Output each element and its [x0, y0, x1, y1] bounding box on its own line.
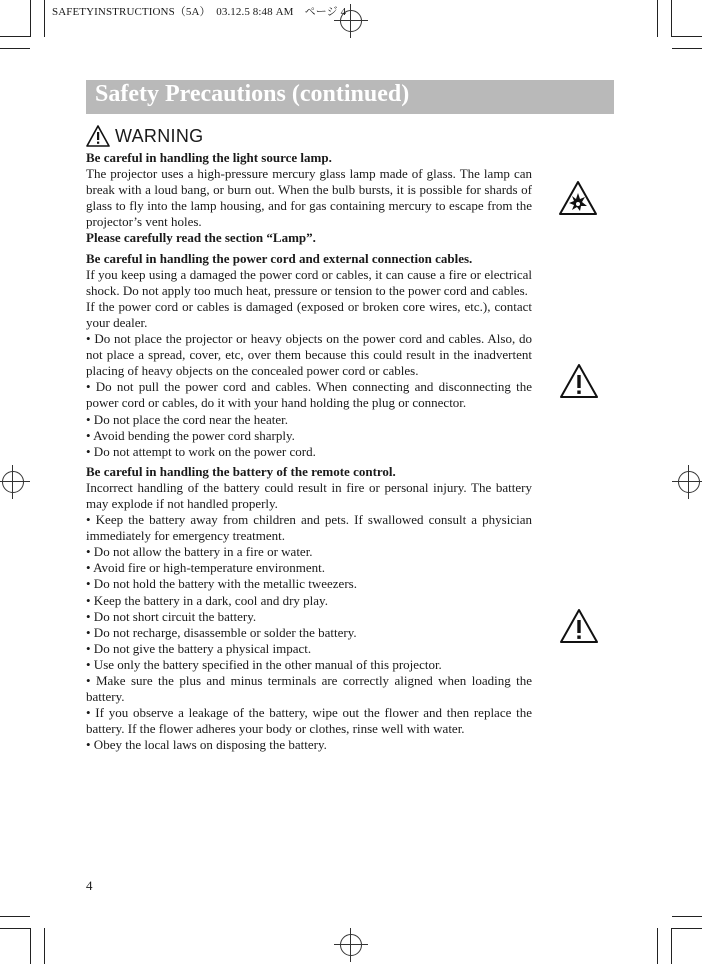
bullet-item: • Do not pull the power cord and cables. When connecting and disconnecting the power cord or cables, do it with your hand holding the plug or connector. [86, 379, 532, 411]
page-number: 4 [86, 878, 93, 893]
crop-mark [672, 48, 702, 49]
bullet-item: • Make sure the plus and minus terminals are correctly aligned when loading the battery. [86, 673, 532, 705]
page-title: Safety Precautions (continued) [95, 81, 410, 107]
caution-triangle-icon [559, 608, 599, 644]
warning-label: WARNING [115, 125, 204, 146]
registration-mark-icon [334, 928, 368, 962]
crop-mark [657, 928, 658, 964]
bullet-item: • Avoid fire or high-temperature environment. [86, 560, 325, 576]
bullet-item: • Do not give the battery a physical impact. [86, 640, 312, 656]
warning-heading [86, 124, 203, 148]
print-header: SAFETYINSTRUCTIONS（5A） 03.12.5 8:48 AM ページ 4 [52, 6, 347, 18]
page-title-bar [86, 80, 614, 114]
crop-mark [672, 36, 702, 37]
paragraph: Incorrect handling of the battery could result in fire or personal injury. The battery may explode if not handled properly. [86, 479, 532, 511]
crop-mark [0, 36, 30, 37]
bullet-item: • Do not attempt to work on the power cord. [86, 443, 316, 459]
bullet-item: • Do not hold the battery with the metallic tweezers. [86, 576, 357, 592]
explosion-triangle-icon [558, 180, 598, 216]
section-heading: Be careful in handling the power cord and external connection cables. [86, 250, 473, 266]
crop-mark [30, 0, 31, 37]
crop-mark [672, 916, 702, 917]
registration-mark-icon [672, 465, 702, 499]
crop-mark [44, 928, 45, 964]
section-note: Please carefully read the section “Lamp”. [86, 230, 316, 246]
section-heading: Be careful in handling the light source lamp. [86, 150, 332, 165]
bullet-item: • Do not short circuit the battery. [86, 608, 257, 624]
registration-mark-icon [0, 465, 30, 499]
bullet-item: • Do not recharge, disassemble or solder the battery. [86, 624, 357, 640]
crop-mark [30, 928, 31, 964]
crop-mark [0, 916, 30, 917]
caution-triangle-icon [559, 363, 599, 399]
bullet-item: • Obey the local laws on disposing the battery. [86, 737, 327, 753]
crop-mark [672, 928, 702, 929]
crop-mark [0, 48, 30, 49]
crop-mark [657, 0, 658, 37]
paragraph: If you keep using a damaged the power cord or cables, it can cause a fire or electrical shock. Do not apply too much heat, pressure or tension to the power cord and cables. [86, 266, 532, 298]
bullet-item: • If you observe a leakage of the battery, wipe out the flower and then replace the battery. If the flower adheres your body or clothes, rinse well with water. [86, 705, 532, 737]
crop-mark [0, 928, 30, 929]
bullet-item: • Do not place the cord near the heater. [86, 411, 288, 427]
paragraph: If the power cord or cables is damaged (exposed or broken core wires, etc.), contact your dealer. [86, 298, 532, 330]
bullet-item: • Use only the battery specified in the other manual of this projector. [86, 656, 442, 672]
bullet-item: • Do not place the projector or heavy objects on the power cord and cables. Also, do not place a spread, cover, etc, over them because this could result in the inadvertent placing of heavy objects on the concealed power cord or cables. [86, 331, 532, 379]
crop-mark [44, 0, 45, 37]
bullet-item: • Do not allow the battery in a fire or water. [86, 544, 313, 560]
warning-triangle-icon [86, 125, 110, 147]
bullet-item: • Keep the battery in a dark, cool and dry play. [86, 592, 328, 608]
section-heading: Be careful in handling the battery of the remote control. [86, 463, 396, 479]
crop-mark [671, 0, 672, 37]
paragraph: The projector uses a high-pressure mercury glass lamp made of glass. The lamp can break with a loud bang, or burn out. When the bulb bursts, it is possible for shards of glass to fly into the lamp housing, and for gas containing mercury to escape from the projector’s vent holes. [86, 166, 532, 230]
warning-content [86, 150, 532, 753]
bullet-item: • Avoid bending the power cord sharply. [86, 427, 295, 443]
crop-mark [671, 928, 672, 964]
bullet-item: • Keep the battery away from children and pets. If swallowed consult a physician immediately for emergency treatment. [86, 512, 532, 544]
